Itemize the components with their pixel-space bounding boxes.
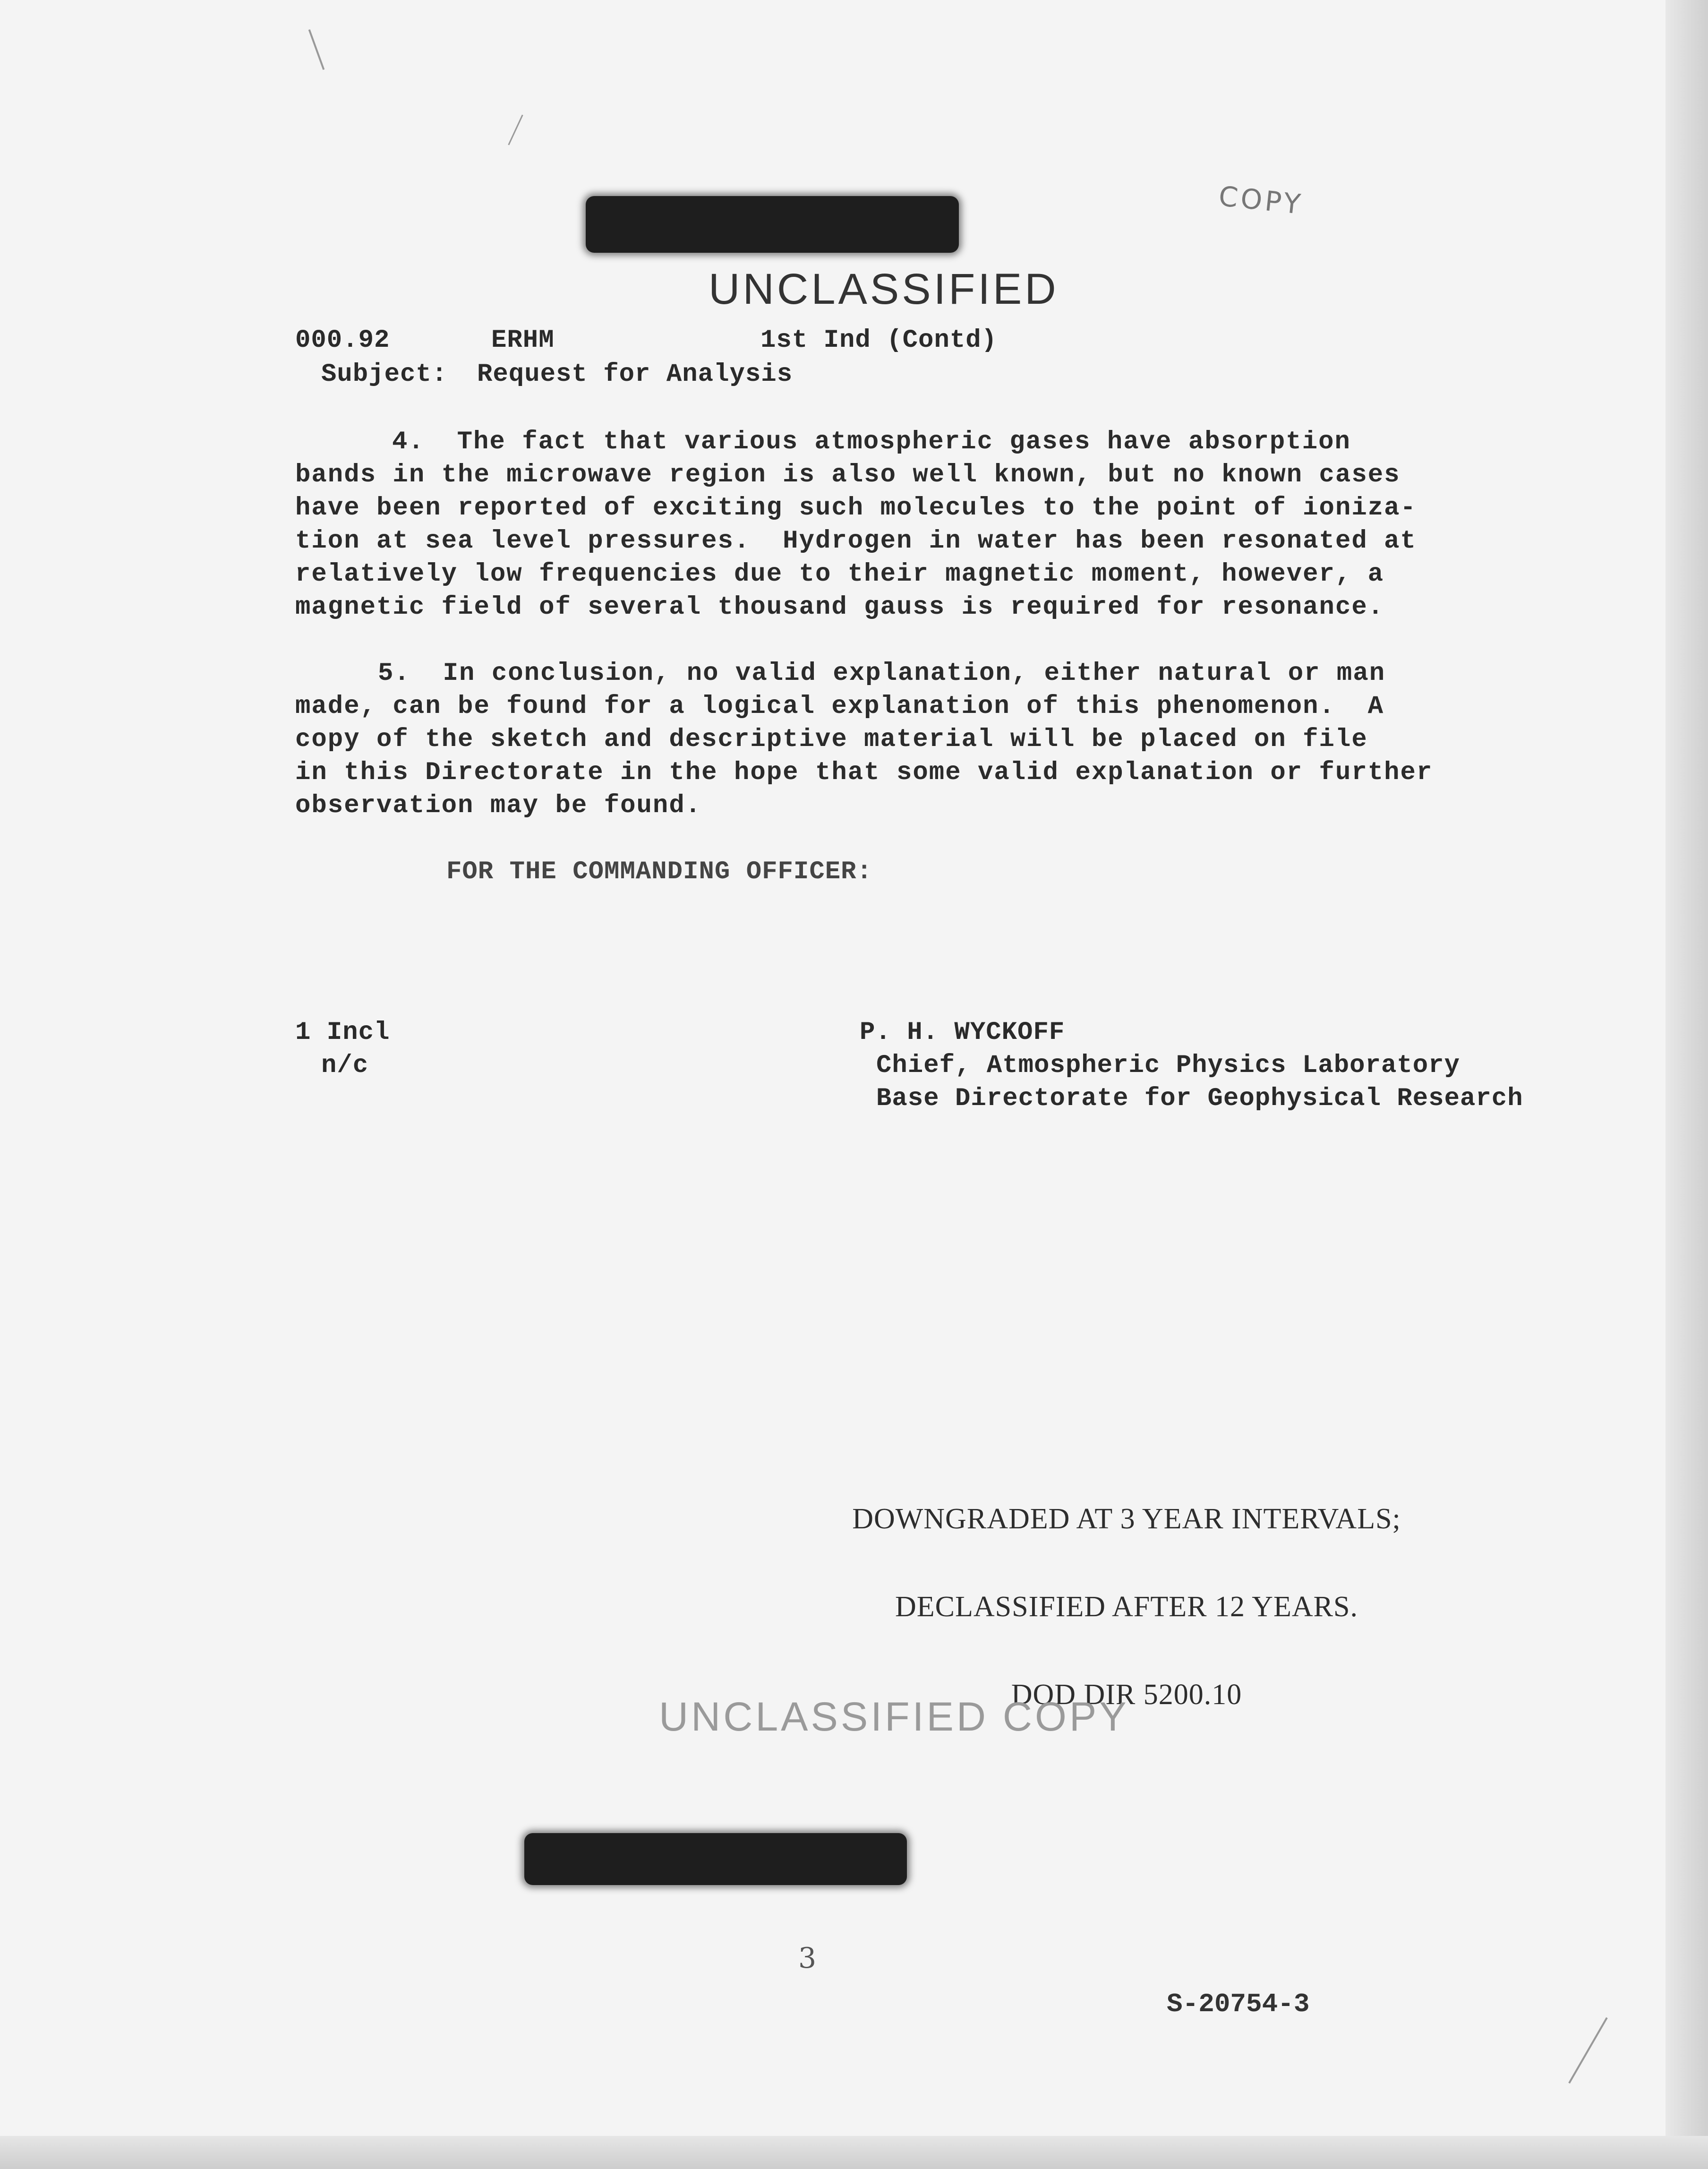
signature-organization: Base Directorate for Geophysical Research (876, 1084, 1523, 1113)
document-number: S-20754-3 (1167, 1989, 1310, 2019)
paragraph-line: 5. In conclusion, no valid explanation, either natural or man (378, 659, 1386, 688)
paragraph-line: bands in the microwave region is also well known, but no known cases (295, 461, 1401, 489)
paragraph-line: tion at sea level pressures. Hydrogen in water has been resonated at (295, 527, 1417, 556)
classification-stamp-bottom: UNCLASSIFIED COPY (659, 1694, 1129, 1740)
signature-title: Chief, Atmospheric Physics Laboratory (876, 1051, 1460, 1080)
redaction-bar-bottom (524, 1833, 907, 1885)
downgrade-line: DOD DIR 5200.10 (1011, 1679, 1242, 1711)
scan-mark (508, 115, 523, 146)
page-bottom-shadow (0, 2136, 1708, 2169)
paragraph-line: copy of the sketch and descriptive material will be placed on file (295, 725, 1368, 754)
downgrade-line: DOWNGRADED AT 3 YEAR INTERVALS; (852, 1503, 1401, 1535)
office-symbol: ERHM (491, 326, 555, 355)
enclosure-count: 1 Incl (295, 1018, 390, 1047)
scan-mark (308, 29, 325, 70)
redaction-bar-top (586, 196, 959, 253)
handwritten-copy-note: COPY (1217, 180, 1305, 221)
subject-label: Subject: (321, 360, 448, 389)
scan-mark (1568, 2017, 1607, 2084)
enclosure-note: n/c (321, 1051, 369, 1080)
page-edge-shadow (1665, 0, 1708, 2169)
closing-line: FOR THE COMMANDING OFFICER: (446, 857, 872, 886)
paragraph-line: magnetic field of several thousand gauss is required for resonance. (295, 593, 1384, 622)
page-number: 3 (798, 1942, 817, 1975)
downgrade-line: DECLASSIFIED AFTER 12 YEARS. (895, 1591, 1358, 1623)
paragraph-line: observation may be found. (295, 791, 702, 820)
paragraph-line: made, can be found for a logical explanation of this phenomenon. A (295, 692, 1384, 721)
subject-text: Request for Analysis (477, 360, 793, 389)
indorsement: 1st Ind (Contd) (760, 326, 998, 355)
signature-name: P. H. WYCKOFF (860, 1018, 1065, 1047)
paragraph-line: in this Directorate in the hope that some valid explanation or further (295, 758, 1433, 787)
paragraph-line: 4. The fact that various atmospheric gases have absorption (392, 428, 1351, 456)
file-number: 000.92 (295, 326, 390, 355)
paragraph-line: relatively low frequencies due to their magnetic moment, however, a (295, 560, 1384, 589)
paragraph-line: have been reported of exciting such molecules to the point of ioniza- (295, 494, 1417, 523)
classification-stamp-top: UNCLASSIFIED (709, 265, 1059, 313)
